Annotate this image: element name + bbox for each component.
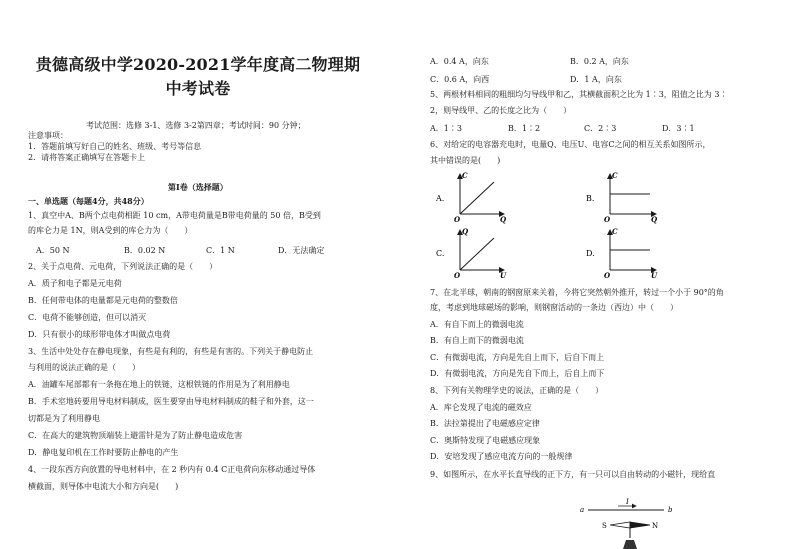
graph-a-label: A.: [436, 194, 445, 203]
q3-option-b-line2: 切都是为了利用静电: [28, 414, 100, 423]
graph-b-y-label: C: [612, 171, 618, 180]
q4-options-row2: [430, 74, 770, 84]
q8-option-b: B．法拉第提出了电磁感应定律: [430, 419, 540, 428]
q3-option-d: D．静电复印机在工作时要防止静电的产生: [28, 448, 179, 457]
q9-stand: [623, 540, 637, 549]
q5-option-c: C．2∶3: [584, 124, 617, 133]
q3-stem-line2: 与利用的说法正确的是（ ）: [28, 363, 140, 372]
q2-stem: 2、关于点电荷、元电荷，下列说法正确的是（ ）: [28, 262, 218, 271]
q9-figure: [570, 494, 710, 549]
q9-label-s: S: [602, 522, 607, 530]
exam-title-line1: 贵德高级中学2020-2021学年度高二物理期: [35, 55, 361, 74]
graph-a: [435, 171, 506, 224]
graph-b-label: B.: [586, 194, 595, 203]
q8-stem: 8、下列有关物理学史的说法，正确的是（ ）: [430, 386, 604, 395]
part1-title: 第I卷（选择题）: [168, 182, 228, 192]
notes-title: 注意事项：: [28, 131, 68, 140]
q9-needle-south: [610, 522, 630, 528]
q3-option-b-line1: B．手术室地砖要用导电材料制成，医生要穿由导电材料制成的鞋子和外套，这一: [28, 397, 314, 406]
q6-stem-line1: 6、对给定的电容器充电时，电量Q、电压U、电容C之间的相互关系如图所示，: [430, 140, 711, 149]
q9-stem-line1: 9、如图所示，在水平长直导线的正下方，有一只可以自由转动的小磁针，现给直: [430, 470, 716, 479]
q4-option-b: B．0.2 A，向东: [570, 57, 629, 66]
q5-stem-line2: 2，则导线甲、乙的长度之比为（ ）: [430, 106, 572, 115]
q1-option-a: A．50 N: [36, 246, 70, 255]
q9-label-current: I: [626, 498, 629, 506]
q4-stem-line1: 4、一段东西方向放置的导电材料中，在 2 秒内有 0.4 C正电荷向东移动通过导体: [28, 465, 316, 474]
q1-options: [28, 245, 368, 255]
q8-option-a: A．库仑发现了电流的磁效应: [430, 403, 532, 412]
q8-option-c: C．奥斯特发现了电磁感应现象: [430, 436, 541, 445]
q1-option-c: C．1 N: [206, 246, 235, 255]
q5-option-b: B．1∶2: [508, 124, 541, 133]
graph-c-origin: O: [454, 271, 461, 280]
graph-b-origin: O: [604, 215, 611, 224]
graph-d-y-label: C: [612, 227, 618, 236]
q4-option-c: C．0.6 A，向西: [430, 75, 490, 84]
q9-label-n: N: [652, 522, 659, 530]
q6-stem-line2: 其中错误的是( ): [430, 156, 501, 165]
q7-option-d: D．有微弱电流，方向是先自下而上，后自上而下: [430, 369, 605, 378]
graph-a-curve: [460, 182, 494, 214]
q5-option-a: A．1∶3: [430, 124, 462, 133]
q1-stem-line2: 的库仑力是 1N，则A受到的库仑力为（ ）: [28, 226, 193, 235]
q7-option-c: C．有微弱电流，方向是先自上而下，后自下而上: [430, 353, 605, 362]
q4-options-row1: [430, 56, 770, 66]
q9-label-a: a: [580, 506, 585, 514]
note-1: 1．答题前填写好自己的姓名、班级、考号等信息: [28, 142, 202, 151]
q8-option-d: D．安培发现了感应电流方向的一般规律: [430, 452, 573, 461]
graph-a-x-label: Q: [500, 215, 507, 224]
graph-d-origin: O: [604, 271, 611, 280]
q3-option-c: C．在高大的建筑物顶端装上避雷针是为了防止静电造成危害: [28, 431, 243, 440]
q1-option-d: D．无法确定: [278, 246, 325, 255]
graph-c: [436, 227, 507, 280]
graph-a-y-label: C: [462, 171, 468, 180]
q7-option-b: B．有自上而下的微弱电流: [430, 336, 524, 345]
exam-scope: 考试范围：选修 3-1、选修 3-2第四章；考试时间：90 分钟；: [86, 121, 306, 130]
q5-option-d: D．3∶1: [662, 124, 695, 133]
graph-c-label: C.: [436, 249, 445, 258]
q3-option-a: A．油罐车尾部都有一条拖在地上的铁链，这根铁链的作用是为了利用静电: [28, 380, 290, 389]
q5-options: [430, 123, 770, 133]
q2-option-d: D．只有很小的球形带电体才叫做点电荷: [28, 330, 171, 339]
q9-label-b: b: [668, 506, 673, 514]
q5-stem-line1: 5、两根材料相同的粗细均匀导线甲和乙，其横截面积之比为 1∶3，阻值之比为 3∶: [430, 90, 728, 99]
graph-b-x-label: Q: [651, 215, 658, 224]
q2-option-c: C．电荷不能够创造，但可以消灭: [28, 313, 147, 322]
q3-stem-line1: 3、生活中处处存在静电现象，有些是有利的，有些是有害的。下列关于静电防止: [28, 347, 314, 356]
section1-title: 一、单选题（每题4分，共48分）: [28, 196, 149, 206]
graph-b: [586, 171, 657, 224]
q6-graphs: [430, 166, 770, 282]
q1-stem-line1: 1、真空中A、B两个点电荷相距 10 cm，A带电荷量是B带电荷量的 50 倍，B受到: [28, 211, 321, 220]
graph-d-label: D.: [586, 249, 595, 258]
graph-d: [586, 227, 658, 280]
q4-option-d: D．1 A，向东: [570, 75, 622, 84]
graph-c-y-label: Q: [462, 227, 469, 236]
q4-stem-line2: 横截面，则导体中电流大小和方向是( ): [28, 482, 179, 491]
exam-title-line2: 中考试卷: [165, 79, 231, 98]
q2-option-a: A．质子和电子都是元电荷: [28, 279, 122, 288]
q7-stem-line2: 度，考虑到地球磁场的影响，则钢窗活动的一条边（西边）中（ ）: [430, 303, 678, 312]
q2-option-b: B．任何带电体的电量都是元电荷的整数倍: [28, 296, 178, 305]
q1-option-b: B．0.02 N: [124, 246, 166, 255]
graph-c-x-label: U: [500, 271, 507, 280]
graph-a-origin: O: [454, 215, 461, 224]
graph-d-x-label: U: [651, 271, 658, 280]
q9-needle-north: [630, 522, 650, 528]
q7-stem-line1: 7、在北半球，朝南的钢窗原来关着，今将它突然朝外推开，转过一个小于 90°的角: [430, 288, 724, 297]
q7-option-a: A．有自下而上的微弱电流: [430, 320, 524, 329]
q4-option-a: A．0.4 A，向东: [430, 57, 489, 66]
graph-c-curve: [460, 238, 494, 270]
note-2: 2．请将答案正确填写在答题卡上: [28, 153, 146, 162]
